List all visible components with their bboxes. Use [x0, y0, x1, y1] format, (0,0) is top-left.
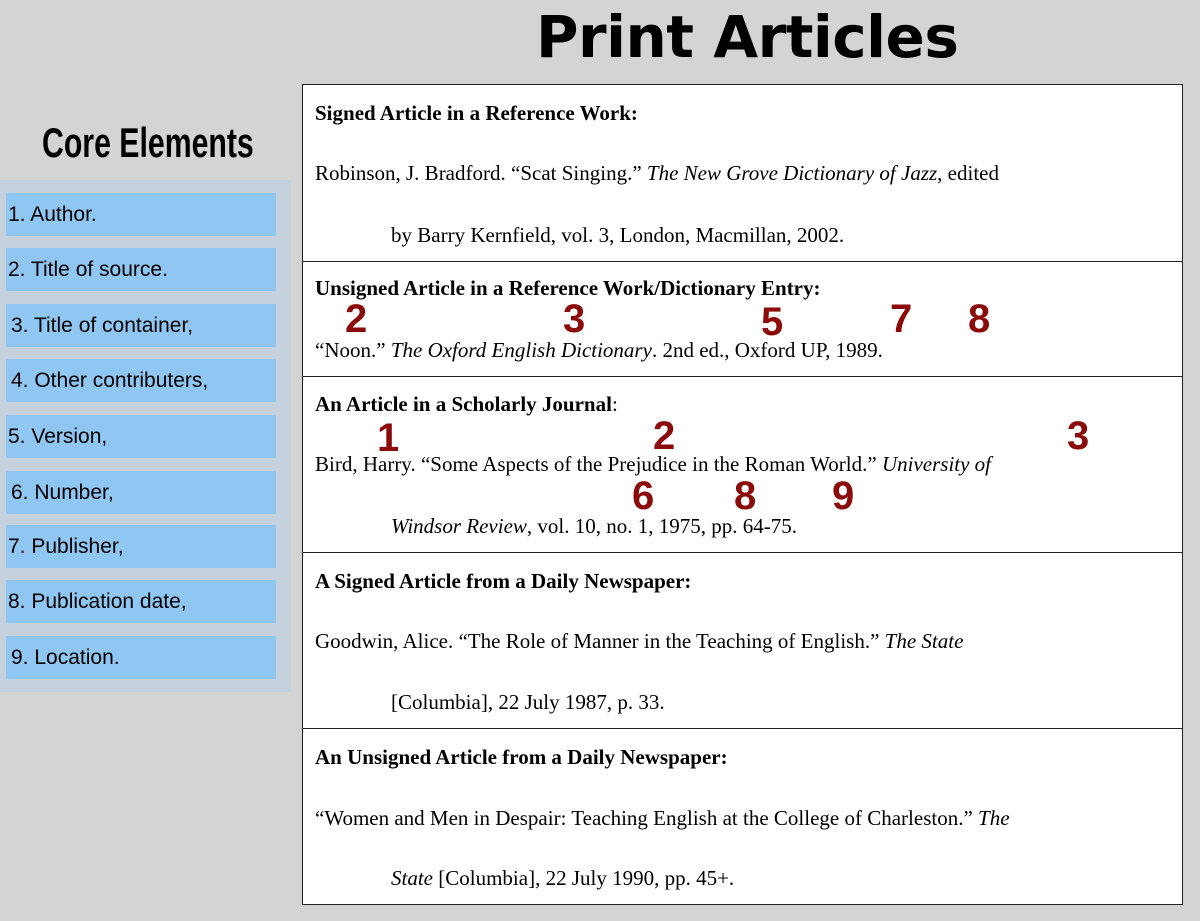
core-element-item: 9. Location.: [6, 636, 276, 679]
citation-italic: State: [391, 866, 433, 890]
citation-italic: University of: [881, 452, 992, 476]
citation-heading-colon: :: [611, 392, 618, 416]
citation-text: Robinson, J. Bradford. “Scat Singing.”: [315, 161, 647, 185]
element-number-marker: 8: [968, 297, 991, 341]
element-number-marker: 3: [563, 297, 586, 341]
citation-section: [303, 552, 1182, 729]
core-element-item: 6. Number,: [6, 471, 276, 514]
core-elements-panel: [0, 180, 291, 692]
citation-line: [391, 866, 734, 891]
element-number-marker: 2: [345, 297, 368, 341]
core-element-item: 1. Author.: [6, 193, 276, 236]
element-number-marker: 7: [890, 297, 913, 341]
citation-line: [315, 629, 963, 654]
citation-text: [Columbia], 22 July 1990, pp. 45+.: [433, 866, 735, 890]
citation-text: by Barry Kernfield, vol. 3, London, Macmillan, 2002.: [391, 223, 845, 247]
element-number-marker: 3: [1067, 414, 1090, 458]
core-element-item: 2. Title of source.: [6, 248, 276, 291]
citation-italic: Windsor Review: [391, 514, 527, 538]
citation-heading: A Signed Article from a Daily Newspaper:: [315, 569, 692, 593]
core-element-item: 5. Version,: [6, 415, 276, 458]
citation-section: [303, 728, 1182, 904]
citation-text: [Columbia], 22 July 1987, p. 33.: [391, 690, 665, 714]
core-element-item: 7. Publisher,: [6, 525, 276, 568]
citation-text: “Women and Men in Despair: Teaching English at the College of Charleston.”: [315, 806, 979, 830]
citation-heading: [315, 392, 618, 417]
page-title: Print Articles: [536, 3, 959, 71]
citation-text: Bird, Harry. “Some Aspects of the Prejudice in the Roman World.”: [315, 452, 882, 476]
citation-line: [315, 338, 883, 363]
element-number-marker: 2: [653, 414, 676, 458]
citation-italic: The Oxford English Dictionary: [390, 338, 652, 362]
citation-text: . 2nd ed., Oxford UP, 1989.: [651, 338, 883, 362]
citation-text: Goodwin, Alice. “The Role of Manner in the Teaching of English.”: [315, 629, 885, 653]
element-number-marker: 5: [761, 300, 784, 344]
citation-section: [303, 85, 1182, 262]
element-number-marker: 6: [632, 474, 655, 518]
citations-box: [302, 84, 1183, 905]
citation-text: , edited: [937, 161, 999, 185]
core-element-item: 8. Publication date,: [6, 580, 276, 623]
citation-text: , vol. 10, no. 1, 1975, pp. 64-75.: [526, 514, 797, 538]
citation-heading-text: An Article in a Scholarly Journal: [315, 392, 612, 416]
citation-heading: An Unsigned Article from a Daily Newspaper:: [315, 745, 728, 769]
citation-line: [391, 690, 665, 715]
citation-heading: Signed Article in a Reference Work:: [315, 101, 638, 125]
citation-line: [315, 806, 1010, 831]
core-element-item: 4. Other contributers,: [6, 359, 276, 402]
core-elements-heading: Core Elements: [42, 119, 254, 166]
citation-section: [303, 261, 1182, 377]
core-element-item: 3. Title of container,: [6, 304, 276, 347]
citation-text: “Noon.”: [315, 338, 391, 362]
citation-italic: The State: [884, 629, 964, 653]
citation-section: [303, 376, 1182, 553]
citation-italic: The: [978, 806, 1010, 830]
citation-italic: The New Grove Dictionary of Jazz: [646, 161, 938, 185]
element-number-marker: 9: [832, 474, 855, 518]
element-number-marker: 1: [377, 416, 400, 460]
citation-line: [391, 223, 844, 248]
citation-line: [315, 161, 999, 186]
citation-heading: Unsigned Article in a Reference Work/Dictionary Entry:: [315, 276, 821, 300]
element-number-marker: 8: [734, 474, 757, 518]
